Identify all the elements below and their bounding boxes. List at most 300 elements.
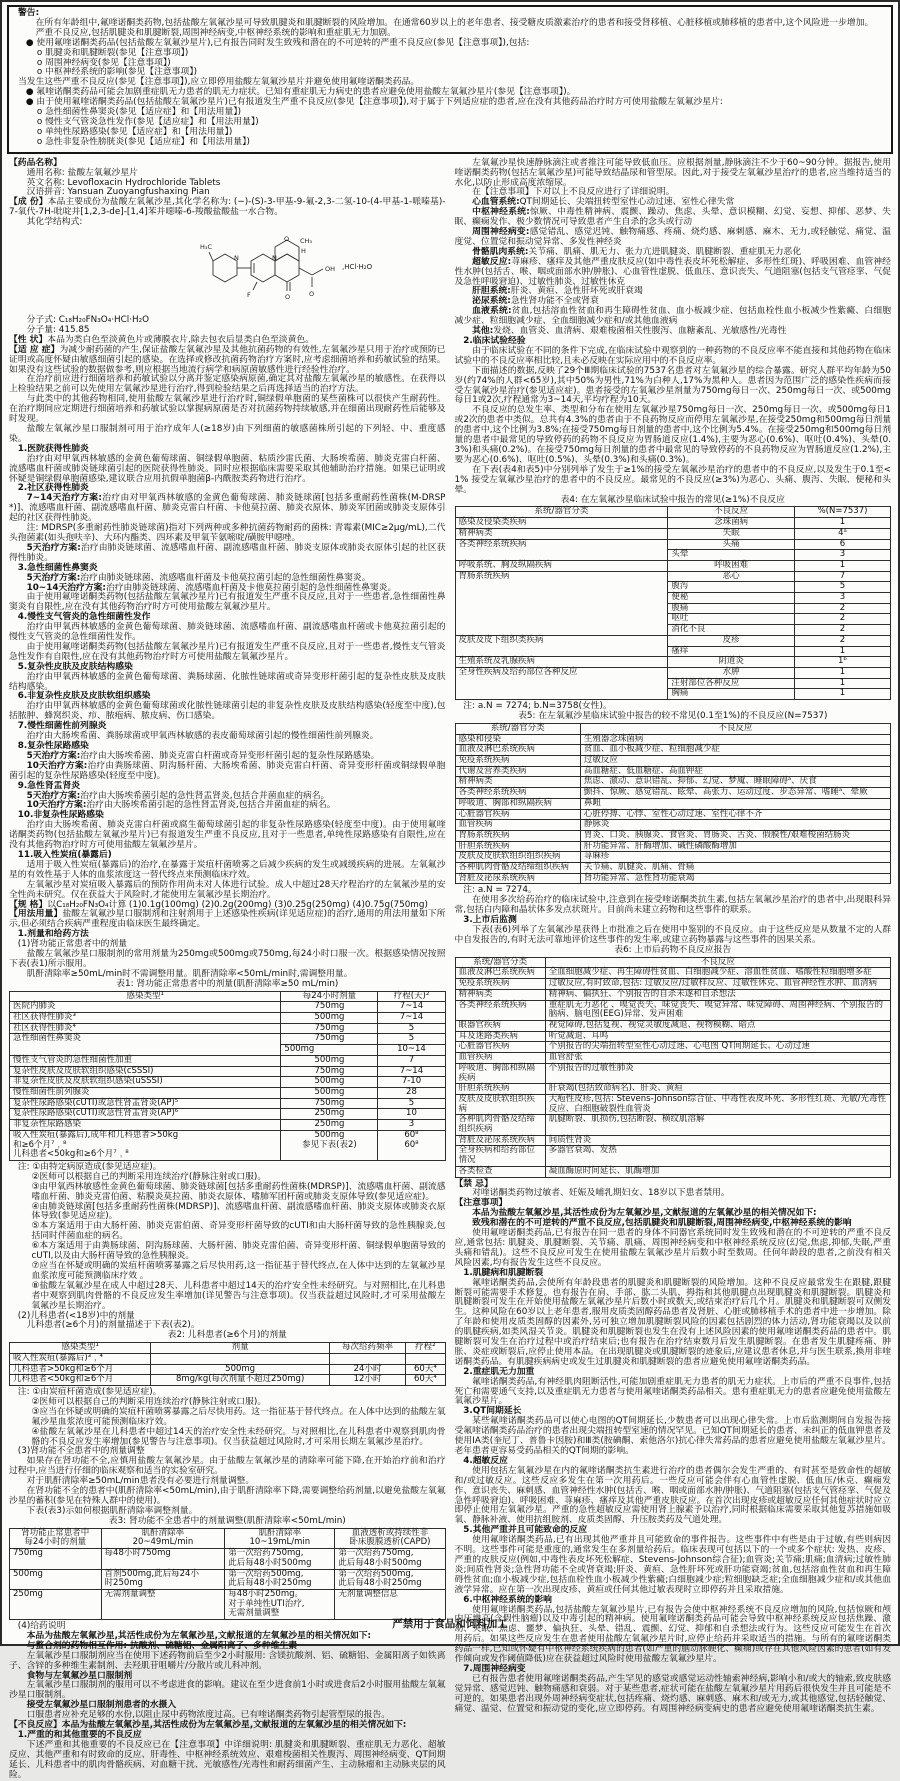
table-cell: 关节痛、肌腱炎、肌痛、骨痛 bbox=[580, 863, 890, 874]
table-cell: 焦虑、激动、意识错乱、抑郁、幻觉、梦魇、睡眠障碍ᵃ、厌食 bbox=[580, 777, 890, 788]
paragraph: 使用氟喹诺酮类药品,包括盐酸左氧氟沙星片,已有报告会使中枢神经系统不良反应增加的风险,包括惊厥和颅内压增高(含假性脑瘤)以及中毒引起的精神病。使用氟喹诺酮类药品可能会导致中枢神经系统反应包括焦躁、激动、失眠、焦虑、噩梦、偏执狂、头晕、错乱、震颤、幻觉、抑郁和自杀想法或行为。这些反应可能发生在首次用药后。如果这些反应发生在患者使用盐酸左氧氟沙星片时,应停止给药并采取适当的措施。与所有的氟喹诺酮类药品一样,已知或怀疑有中枢神经系统疾病的患者(如严重的脑动脉硬化、癫痫)或存在其他风险因素的患者(如有发作倾向或发作阈值降低)应在获益超过风险时使用盐酸左氧氟沙星片。 bbox=[454, 1604, 891, 1665]
paragraph: 【适 应 症】为减少耐药菌的产生,保证盐酸左氧氟沙星及其他抗菌药物的有效性,左氧氟沙星只用于治疗或预防已证明或高度怀疑由敏感细菌引起的感染。在选择或修改抗菌药物治疗方案时,应考虑细菌培养和药敏试验的结果。如果没有这些试验的数据做参考,则应根据当地流行病学和病原菌敏感性进行经验性治疗。 bbox=[9, 344, 446, 375]
paragraph: 周围神经病变:感觉错乱、感觉迟钝、触物痛感、疼痛、烧灼感、麻刺感、麻木、无力,或轻触觉、痛觉、温度觉、位置觉和振动觉异常、多发性神经炎 bbox=[454, 227, 891, 247]
table-row bbox=[455, 1053, 891, 1064]
table-header-row bbox=[455, 507, 891, 518]
paragraph: 6.非复杂性皮肤及皮肤软组织感染 bbox=[17, 691, 151, 702]
table-header-cell: 肾功能正常患者中 每24小时的剂量 bbox=[10, 1528, 102, 1548]
table-cell: 头痛 bbox=[668, 539, 795, 550]
paragraph: 与螯合剂的药物相互作用: 抗酸剂、硫糖铝、金属阳离子、多种维生素 bbox=[26, 1640, 298, 1651]
table-cell: 全身疾病和给药部位情况 bbox=[455, 1146, 545, 1166]
table-caption: 表2: 儿科患者(≥6个月)的剂量 bbox=[167, 1330, 287, 1341]
paragraph: 1.肌腱病和肌腱断裂 bbox=[463, 1267, 544, 1278]
paragraph: 分子量: 415.85 bbox=[26, 324, 90, 335]
table-row bbox=[455, 863, 891, 874]
paragraph: 氟喹诺酮类药品,有神经肌肉阻断活性,可能加剧重症肌无力患者的肌无力症状。上市后的严重不良事件,包括死亡和需要通气支持,以及重症肌无力患者与使用氟喹诺酮类药品相关。患有重症肌无力的患者应避免使用盐酸左氧氟沙星片。 bbox=[454, 1376, 891, 1407]
table-cell: 社区获得性肺炎⁴ bbox=[10, 1023, 281, 1034]
paragraph: ②医师可以根据自己的判断采用连续治疗(静脉注射或口服)。 bbox=[31, 1396, 267, 1407]
paragraph: 8.复杂性尿路感染 bbox=[17, 741, 89, 751]
paragraph: 下面描述的数据,反映了29个Ⅲ期临床试验的7537名患者对左氧氟沙星的综合暴露。研究人群平均年龄为50岁(约74%的人群<65岁),其中50%为男性,71%为白种人,17%为黑种人。患者因为范围广泛的感染性疾病而接受左氧氟沙星治疗(参见适应症)。患者接受的左氧氟沙星剂量为750mg每日一次、250mg每日一次、或500mg每日1或2次,疗程通常为3~14天,平均疗程为10天。 bbox=[454, 365, 891, 406]
table-cell: 精神病类 bbox=[455, 777, 580, 788]
table-row bbox=[455, 667, 891, 678]
table-cell: 复杂性皮肤及皮肤软组织感染(cSSSI) bbox=[10, 1066, 281, 1077]
atom-label: H bbox=[301, 247, 306, 256]
table-cell: 复杂性尿路感染(cUTI)或急性肾盂肾炎(AP)⁵ bbox=[10, 1098, 281, 1109]
paragraph: 中枢神经系统:惊厥、中毒性精神病、震颤、躁动、焦虑、头晕、意识模糊、幻觉、妄想、抑郁、恶梦、失眠、癫痫发作、极少数情况可导致患者产生自杀的念头或行动 bbox=[454, 207, 891, 228]
paragraph: 其他:发烧、血管炎、血清病、艰难梭菌相关性腹泻、血糖紊乱、光敏感性/光毒性 bbox=[472, 326, 787, 337]
paragraph: 左氧氟沙星口服制剂应当在使用下述药物前后至少2小时服用: 含镁抗酸剂、铝、硫糖铝、金属阳离子如铁离子、含锌的多种维生素制剂、去羟肌苷咀嚼片/分散片或儿科冲剂。 bbox=[9, 1650, 446, 1671]
paragraph: ②医师可以根据自己的判断采用连续治疗(静脉注射或口服)。 bbox=[31, 1171, 267, 1182]
atom-label: O bbox=[285, 293, 291, 302]
table-row bbox=[455, 777, 891, 788]
table-cell: 注射部位各种反应 bbox=[668, 678, 795, 689]
paragraph: 由于使用氟喹诺酮类药物(包括盐酸左氧氟沙星片)已有报道发生严重不良反应,且对于一些患者,慢性支气管炎急性发作有自限性,应在没有其他药物治疗时方可使用盐酸左氧氟沙星片。 bbox=[9, 641, 446, 662]
table-cell: 呼吸道、胸部和纵隔疾病 bbox=[455, 1063, 545, 1083]
table-cell: 各种肌肉骨骼及结缔组织疾病 bbox=[455, 1115, 545, 1135]
paragraph: 严重不良反应,包括肌腱炎和肌腱断裂,周围神经病变,中枢神经系统的影响和重症肌无力加剧。 bbox=[35, 27, 396, 38]
paragraph: 不良反应的总发生率、类型和分布在使用左氧氟沙星750mg每日一次、250mg每日一次、或500mg每日1或2次的患者中类似。总共有4.3%的患者由于不良药物反应而停用左氧氟沙星,在接受250mg和500mg每日剂量的患者中,这个比例为3.8%;在接受750mg每日剂量的患者中,这个比例为5.4%。在接受250mg和500mg每日剂量的患者中最常见的导致停药的药物不良反应为胃肠道反应(1.4%),主要为恶心(0.6%)、呕吐(0.4%)、头晕(0.3%)和头痛(0.2%)。在接受750mg每日剂量的患者中最常见的导致停药的不良药物反应为胃肠道反应(1.2%),主要为恶心(0.6%)、呕吐(0.5%)、头晕(0.3%)和头痛(0.3%)。 bbox=[454, 405, 891, 465]
paragraph: 7.周围神经病变 bbox=[463, 1663, 526, 1674]
table-row bbox=[10, 1569, 446, 1589]
paragraph: 【用法用量】盐酸左氧氟沙星口服制剂和注射剂用于上述感染性疾病(详见适应症)的治疗,通用的用法用量如下所示,但必须结合疾病严重程度由临床医生最终确定。 bbox=[9, 909, 446, 930]
table-header-cell: 不良反应 bbox=[545, 957, 890, 968]
paragraph: 下表(表6)列举了左氧氟沙星获得上市批准之后在使用中鉴别的不良反应。由于这些反应是从数量不定的人群中自发报告的,有时无法可靠地评价这些事件的发生率,或建立药物暴露与这些事件的因果关系。 bbox=[454, 925, 891, 945]
table-cell: 吸入性炭疽(暴露后),成年和儿科患者>50kg 和≥6个月⁷﹐⁸ 儿科患者<50kg和≥6个月⁷﹐⁸ bbox=[10, 1130, 281, 1160]
table-header-row bbox=[10, 1528, 446, 1548]
boxed-warning bbox=[7, 5, 893, 154]
table-cell: 荨麻疹 bbox=[580, 852, 890, 863]
table-cell: 各类检查 bbox=[455, 1166, 545, 1177]
paragraph: 下述严重和其他重要的不良反应已在【注意事项】中详细说明: 肌腱炎和肌腱断裂、重症肌无力恶化、超敏反应、其他严重和有时致命的反应、肝毒性、中枢神经系统效应、艰难梭菌相关性腹泻、周围神经病变、QT间期延长、儿科患者中的肌肉骨骼疾病、对血糖干扰、光敏感性/光毒性和耐药细菌产生、主动脉瘤和主动脉夹层的风险。 bbox=[9, 1739, 446, 1780]
table-cell bbox=[329, 1353, 405, 1364]
paragraph: 10~14天治疗方案:治疗由肺炎链球菌、流感嗜血杆菌及卡他莫拉菌引起的急性细菌性鼻窦炎。 bbox=[26, 582, 397, 593]
paragraph: 口服患者应补充足够的水份,以阻止尿中药物浓度过高。已有喹诺酮类药物引起管型尿的报告。 bbox=[26, 1710, 391, 1721]
table-row bbox=[10, 1120, 446, 1131]
table-cell: 1 bbox=[795, 518, 891, 529]
table-cell: 慢性支气管炎的急性细菌性加重 bbox=[10, 1055, 281, 1066]
left-column bbox=[9, 159, 446, 1781]
table-cell: 皮肤及皮肤软组织疾病 bbox=[455, 1094, 545, 1114]
table-cell: 阴道炎 bbox=[668, 657, 795, 668]
table-row bbox=[10, 1055, 446, 1066]
table-cell: 10~14 bbox=[378, 1045, 445, 1056]
table-cell: 肾脏及泌尿系统疾病 bbox=[455, 873, 580, 884]
table-row bbox=[10, 1034, 446, 1045]
paragraph: ④盐酸左氧氟沙星在儿科患者中超过14天的治疗安全性未经研究。与对照相比,在儿科患者中观察到肌肉骨骼的不良反应发生率增加(参见警告与注意事项)。仅当获益超过风险时,才可采用长期左氧氟沙星治疗。 bbox=[31, 1426, 446, 1447]
table-cell: 儿科患者<50kg和≥6个月 bbox=[10, 1375, 151, 1386]
table-row bbox=[455, 788, 891, 799]
table-cell: 750mg bbox=[10, 1549, 102, 1569]
table-cell: 500mg 参见下表(表2) bbox=[281, 1130, 378, 1160]
table-cell: 1ᵇ bbox=[795, 657, 891, 668]
paragraph: 使用包括左氧氟沙星在内的氟喹诺酮类抗生素进行治疗的患者偶尔会发生严重的、有时甚至是致命性的超敏和/或过敏反应。这些反应多发生在第一次用药后。一些反应可能会伴有心血管性虚脱、低血压/休克、癫痫发作、意识丧失、麻刺感、血管神经性水肿(包括舌、喉、咽或面部水肿/肿胀)、气道阻塞(包括支气管痉挛、气促及急性呼吸窘迫)、呼吸困难、荨麻疹、瘙痒及其他严重皮肤反应。在首次出现皮疹或超敏反应任何其他症状时应立即停止使用左氧氟沙星。严重的急性超敏反应需使用肾上腺素予以治疗,同时根据临床需要采取其他复苏措施如吸氧、静脉补液、使用抗组胺剂、皮质类固醇、升压胺类药及气道处理。 bbox=[454, 1465, 891, 1526]
table-cell: 贫血、血小板减少症、粒细胞减少症 bbox=[580, 745, 890, 756]
table-row bbox=[455, 745, 891, 756]
paragraph: 下表(表3)示如何根据肌酐清除率调整剂量。 bbox=[26, 1505, 198, 1516]
table-cell: 念珠菌病 bbox=[668, 518, 795, 529]
table-cell: 750mg bbox=[281, 1023, 378, 1034]
table-cell: 500mg bbox=[281, 1087, 378, 1098]
table-header-cell: 每24小时剂量 bbox=[281, 991, 378, 1002]
table-cell: 凝血酶原时间延长、肌酶增加 bbox=[545, 1166, 890, 1177]
table-cell: 大疱性皮疹,包括: Stevens-Johnson综合征、中毒性表皮坏死、多形性红斑、光敏/光毒性反应、白细胞破裂性血管炎 bbox=[545, 1094, 890, 1114]
table-cell: 250mg bbox=[281, 1120, 378, 1131]
paragraph: 某些氟喹诺酮类药品可以使心电图的QT间期延长,少数患者可以出现心律失常。上市后监测期间自发报告接受氟喹诺酮类药品治疗的患者出现尖端扭转型室速的情况罕见。已知QT间期延长的患者、未纠正的低血钾患者及使用IA类(奎尼丁、普鲁卡因胺)和Ⅲ类(胺碘酮、索他洛尔)抗心律失常药品的患者应避免使用盐酸左氧氟沙星片。老年患者更容易受药品相关的QT间期的影响。 bbox=[454, 1416, 891, 1456]
paragraph: 超敏反应:荨麻疹、瘙痒及其他严重皮肤反应(如中毒性表皮坏死松解症、多形性红斑)、呼吸困难、血管神经性水肿(包括舌、喉、咽或面部水肿/肿胀)、心血管性虚脱、低血压、意识丧失、气道阻塞(包括支气管痉挛、气促及急性呼吸窘迫)、过敏性肺炎、过敏性休克 bbox=[454, 256, 891, 287]
atom-label: H₃C bbox=[200, 243, 213, 252]
table-cell: 肝衰竭(包括致命病名)、肝炎、黄疸 bbox=[545, 1084, 890, 1095]
table-cell: 60天⁴ bbox=[406, 1375, 445, 1386]
table-header-cell: 疗程(天)² bbox=[378, 991, 445, 1002]
atom-label: O bbox=[309, 290, 315, 299]
table-header-cell: %(N=7537) bbox=[795, 507, 891, 518]
paragraph: 在治疗前应进行细菌培养和药敏试验以分离并鉴定感染病原菌,确定其对盐酸左氧氟沙星的敏感性。在获得以上检验结果之前可以先使用左氧氟沙星进行治疗,得到检验结果之后再选择适当的治疗方法。 bbox=[9, 374, 446, 395]
table-cell: 500mg bbox=[281, 1045, 378, 1056]
table-cell: 1 bbox=[795, 667, 891, 678]
table-cell: 无剂量调整信息 bbox=[335, 1589, 445, 1619]
paragraph: 【药品名称】 bbox=[9, 157, 62, 168]
paragraph: 心血管系统:QT间期延长、尖端扭转型室性心动过速、室性心律失常 bbox=[472, 197, 735, 208]
data-table bbox=[455, 957, 892, 1178]
table-cell: 皮肤及皮下组织类疾病 bbox=[455, 635, 668, 656]
table-cell: 多器官衰竭、发热 bbox=[545, 1146, 890, 1166]
table-cell: 肌腱断裂、肌损伤,包括断裂、横纹肌溶解 bbox=[545, 1115, 890, 1135]
paragraph: o 中枢神经系统的影响(参见【注意事项】) bbox=[36, 67, 198, 78]
table-cell: 各类神经系统疾病 bbox=[455, 539, 668, 560]
table-cell: 个别报告的尖端扭转型室性心动过速、心电图 QT间期延长、心动过速 bbox=[545, 1042, 890, 1053]
table-cell: 第一次给药750mg, 此后每48小时500mg bbox=[335, 1549, 445, 1569]
table-caption: 表3: 肾功能不全患者中的剂量调整(肌酐清除率<50mL/min) bbox=[108, 1515, 346, 1526]
paragraph: 5天治疗方案:治疗由肺炎链球菌、流感嗜血杆菌、副流感嗜血杆菌、肺炎支原体或肺炎衣原体引起的社区获得性肺炎。 bbox=[9, 542, 446, 563]
table-caption: 表4: 在左氧氟沙星临床试验中报告的常见(≥1%)不良反应 bbox=[560, 494, 785, 505]
table-cell: 非复杂性尿路感染 bbox=[10, 1120, 281, 1131]
table-header-cell: 系统/器官分类 bbox=[455, 723, 580, 734]
paragraph: 骨骼肌肉系统:关节痛、肌痛、肌无力、张力亢进肌腱炎、肌腱断裂、重症肌无力恶化 bbox=[472, 246, 802, 257]
paragraph: 儿科患者(≥6个月)的剂量描述于下表(表2)。 bbox=[26, 1320, 200, 1331]
paragraph: 治疗由甲氧西林敏感的金黄色葡萄球菌、粪肠球菌、化脓性链球菌或奇异变形杆菌引起的复杂性皮肤及皮肤结构感染。 bbox=[9, 671, 446, 692]
table-cell: 眼器官疾病 bbox=[455, 1020, 545, 1031]
paragraph: ⑤本方案适用于由大肠杆菌、肺炎克雷伯菌、奇异变形杆菌导致的cUTI和由大肠杆菌导致的急性胰腺炎,包括同时伴菌血症的病名。 bbox=[31, 1221, 446, 1242]
table-row bbox=[455, 1020, 891, 1031]
table-cell: 2 bbox=[795, 603, 891, 614]
paragraph: 【规 格】以C₁₈H₂₀FN₃O₄计算 (1)0.1g(100mg) (2)0.2g(200mg) (3)0.25g(250mg) (4)0.75g(750mg) bbox=[9, 899, 428, 910]
paragraph: 使用氟喹诺酮类药品,已有出现其他严重并且可能致命的事件报告。这些事件中有些是由于过敏,有些则病因不明。这些事件可能是重度的,通常发生在多剂量给药后。临床表现可包括以下的一个或多个症状: 发热、皮疹、严重的皮肤反应(例如,中毒性表皮坏死松解症、Stevens-Johnson综合征);血管炎;关节痛;肌痛;血清病;过敏性肺炎;间质性肾炎;急性肾功能不全或肾衰竭;肝炎、黄疸、急性肝坏死或肝功能衰竭;贫血,包括溶血性贫血和再生障碍性贫血;血小板减少症,包括血栓性血小板减少性紫癜;白细胞减少症;粒细胞缺乏症;全血细胞减少症和/或其他血液学异常。应在第一次出现皮疹、黄疸或任何其他过敏表现时立即停药并且采取措施。 bbox=[454, 1535, 891, 1595]
table-cell: 3 bbox=[795, 550, 891, 561]
table-row bbox=[10, 1353, 446, 1364]
table-cell: 代谢及营养类疾病 bbox=[455, 766, 580, 777]
table-cell: 血管疾病 bbox=[455, 1053, 545, 1064]
paragraph: (4)给药说明 bbox=[17, 1621, 66, 1632]
paragraph: ③应当在怀疑或明确的炭疽杆菌喷雾暴露之后尽快用药。这一指征基于替代终点。在人体中达到的盐酸左氧氟沙星血浆浓度可能预测临床疗效。 bbox=[31, 1406, 446, 1427]
paragraph: 对于肌酐清除率≥50mL/min患者没有必要进行剂量调整。 bbox=[26, 1476, 255, 1487]
table-header-cell: 感染类型¹ bbox=[10, 991, 281, 1002]
table-row bbox=[455, 852, 891, 863]
table-cell: 生殖器念珠菌病 bbox=[580, 734, 890, 745]
table-header-cell: 剂量 bbox=[151, 1343, 329, 1354]
table-cell: 2 bbox=[795, 614, 891, 625]
table-cell: 750mg bbox=[281, 1002, 378, 1013]
paragraph: 【不良反应】本品为盐酸左氧氟沙星,其活性成份为左氧氟沙星,文献报道的左氧氟沙星的相关情况如下: bbox=[9, 1720, 407, 1731]
table-row bbox=[455, 798, 891, 809]
paragraph: 盐酸左氧氟沙星口服制剂可用于治疗成年人(≥18岁)由下列细菌的敏感菌株所引起的下列轻、中、重度感染。 bbox=[9, 424, 446, 444]
table-cell: 肝胆系统疾病 bbox=[455, 841, 580, 852]
table-cell: 腹泻 bbox=[668, 582, 795, 593]
data-table bbox=[455, 506, 892, 700]
table-cell: 精神病类 bbox=[455, 989, 545, 1000]
table-cell: 感染及侵染类疾病 bbox=[455, 518, 668, 529]
paragraph: ⑥本方案适用于由粪肠球菌、阴沟肠球菌、大肠杆菌、肺炎克雷伯菌、奇异变形杆菌、铜绿假单胞菌导致的cUTI,以及由大肠杆菌导致的急性胰腺炎。 bbox=[31, 1241, 446, 1262]
paragraph: (2)儿科患者(<18岁)中的剂量 bbox=[17, 1310, 135, 1321]
table-row bbox=[455, 989, 891, 1000]
paragraph: 9.急性肾盂肾炎 bbox=[17, 780, 81, 791]
table-row bbox=[455, 830, 891, 841]
table-header-row bbox=[10, 991, 446, 1002]
table-row bbox=[455, 979, 891, 990]
table-cell: 胃肠系统疾病 bbox=[455, 571, 668, 635]
paragraph: 由于使用氟喹诺酮类药物(包括盐酸左氧氟沙星片)已有报道发生严重不良反应,且对于一些患者,急性细菌性鼻窦炎有自限性,应在没有其他药物治疗时方可使用盐酸左氧氟沙星片。 bbox=[9, 592, 446, 613]
table-cell: 7 bbox=[795, 571, 891, 582]
atom-label: CH₃ bbox=[300, 237, 313, 246]
paragraph: 英文名称: Levofloxacin Hydrochloride Tablets bbox=[26, 177, 221, 188]
table-header-cell: 系统/器官分类 bbox=[455, 957, 545, 968]
paragraph: 治疗由甲氧西林敏感的金黄色葡萄球菌或化脓性链球菌引起的非复杂性皮肤及皮肤结构感染(轻度至中度),包括脓肿、蜂窝织炎、疖、脓疱病、脓皮病、伤口感染。 bbox=[9, 701, 446, 722]
atom-label: OH bbox=[325, 265, 336, 274]
paragraph: 肌酐清除率≥50mL/min时不需调整用量。肌酐清除率<50mL/min时,需调整用量。 bbox=[26, 968, 353, 979]
paragraph: 5.复杂性皮肤及皮肤结构感染 bbox=[17, 661, 133, 672]
atom-label: F bbox=[247, 291, 251, 300]
table-row bbox=[455, 873, 891, 884]
table-cell: 8mg/kg(每次剂量不超过250mg) bbox=[151, 1375, 329, 1386]
table-cell: 呕吐 bbox=[668, 614, 795, 625]
paragraph: 10.非复杂性尿路感染 bbox=[17, 810, 104, 821]
table-cell: 7~14 bbox=[378, 1002, 445, 1013]
paragraph: o 慢性支气管炎急性发作(参见【适应症】和【用法用量】) bbox=[36, 116, 259, 127]
table-row bbox=[455, 1063, 891, 1083]
table-cell: 急性细菌性鼻窦炎 bbox=[10, 1034, 281, 1055]
table-cell: 精神病类 bbox=[455, 528, 668, 539]
atom-label: O bbox=[284, 235, 290, 244]
table-cell: 7 bbox=[378, 1055, 445, 1066]
table-cell: 胃炎、口炎、胰腺炎、食管炎、胃肠炎、舌炎、假膜性/艰难梭菌结肠炎 bbox=[580, 830, 890, 841]
table-row bbox=[455, 1146, 891, 1166]
table-cell: 慢性细菌性前列腺炎 bbox=[10, 1087, 281, 1098]
table-caption: 表6: 上市后药物不良反应报告 bbox=[614, 944, 732, 955]
paragraph: 注: a.N = 7274; b.N=3758(女性)。 bbox=[463, 701, 612, 712]
table-header-cell: 不良反应 bbox=[580, 723, 890, 734]
table-row bbox=[455, 1115, 891, 1135]
table-cell: 视觉障碍,包括复视、视觉灵敏度减退、视物模糊、暗点 bbox=[545, 1020, 890, 1031]
table-cell: 精神病、偏执狂、个别报告的自杀未遂和自杀想法 bbox=[545, 989, 890, 1000]
table-cell: 儿科患者>50kg和≥6个月 bbox=[10, 1364, 151, 1375]
paragraph: 1.剂量和给药方法 bbox=[17, 929, 89, 940]
paragraph: 2.社区获得性肺炎 bbox=[17, 483, 89, 494]
table-cell: 呼吸困难 bbox=[668, 560, 795, 571]
table-cell: 间质性肾炎 bbox=[545, 1135, 890, 1146]
paragraph: 4.慢性支气管炎的急性细菌性发作 bbox=[17, 612, 151, 623]
table-row bbox=[455, 1042, 891, 1053]
table-cell: 头晕 bbox=[668, 550, 795, 561]
table-cell: 2 bbox=[795, 625, 891, 636]
table-cell: 500mg bbox=[281, 1055, 378, 1066]
paragraph: 注: ①由特定病原造成(参见适应症)。 bbox=[17, 1161, 162, 1172]
table-cell: 500mg bbox=[10, 1569, 102, 1589]
table-cell: 500mg bbox=[281, 1077, 378, 1088]
table-cell: 胸痛 bbox=[668, 689, 795, 700]
paragraph: 使用氟喹诺酮类药品,已有报告在同一患者的身体不同器官系统同时发生致残和潜在的不可逆转的严重不良反应,通常包括: 肌腱炎、肌腱断裂、关节痛、肌痛、周围神经病变和中枢神经系统反应(幻觉,焦虑,抑郁,失眠,严重头痛和错乱)。这些不良反应可发生在使用盐酸左氧氟沙星片后数小时至数周。任何年龄段的患者,之前没有相关风险因素,均有报告发生这些不良反应。 bbox=[454, 1228, 891, 1268]
paragraph: 1.严重的和其他重要的不良反应 bbox=[17, 1730, 142, 1741]
leaflet-body bbox=[2, 156, 898, 1781]
data-table bbox=[455, 723, 892, 885]
table-cell: 恶心 bbox=[668, 571, 795, 582]
paragraph: 本品为盐酸左氧氟沙星,其活性成份为左氧氟沙星,文献报道的左氧氟沙星的相关情况如下: bbox=[26, 1630, 372, 1641]
table-cell: 鼻衄 bbox=[580, 798, 890, 809]
table-cell bbox=[151, 1353, 329, 1364]
table-cell: 吸入性炭疽(暴露后)³﹐⁴ bbox=[10, 1353, 151, 1364]
table-row bbox=[455, 809, 891, 820]
paragraph: 2.重症肌无力加重 bbox=[463, 1366, 535, 1377]
table-header-cell: 血液透析或持续性非 卧床腹膜透析(CAPD) bbox=[335, 1528, 445, 1548]
paragraph: o 急性细菌性鼻窦炎(参见【适应症】和【用法用量】) bbox=[36, 107, 242, 118]
table-cell: 个别报告的过敏性肺炎 bbox=[545, 1063, 890, 1083]
paragraph: 接受左氧氟沙星口服制剂患者的水摄入 bbox=[26, 1700, 177, 1711]
paragraph: 治疗由大肠埃希菌、粪肠球菌或甲氧西林敏感的表皮葡萄球菌引起的慢性细菌性前列腺炎。 bbox=[26, 731, 379, 742]
paragraph: o 周围神经病变(参见【注意事项】) bbox=[36, 57, 171, 68]
table-cell: 肾脏及泌尿系统疾病 bbox=[455, 1135, 545, 1146]
paragraph: 1.医院获得性肺炎 bbox=[17, 443, 89, 454]
paragraph: 5天治疗方案:治疗由肺炎链球菌、流感嗜血杆菌及卡他莫拉菌引起的急性细菌性鼻窦炎。 bbox=[26, 572, 371, 583]
paragraph: 氟喹诺酮类药品,会使所有年龄段患者的肌腱炎和肌腱断裂的风险增加。这种不良反应最常发生在跟腱,跟腱断裂可能需要手术修复。也有报告在肩、手部、肱二头肌、拇指和其他肌腱点出现肌腱炎和肌腱断裂。肌腱炎和肌腱断裂可发生在开始使用盐酸左氧氟沙星片后数小时或数天,或结束治疗后几个月。肌腱炎和肌腱断裂可双侧发生。这种风险在60岁以上老年患者,服用皮质类固醇药品患者及肾脏、心脏或肺移植手术的患者中进一步增加。除了年龄和使用皮质类固醇的因素外,另可独立增加肌腱断裂风险的因素包括剧烈的体力活动,肾功能衰竭以及以前的肌腱疾病,如类风湿关节炎。肌腱炎和肌腱断裂也发生在没有上述风险因素的使用氟喹诺酮类药品的患者中。肌腱断裂可发生在治疗过程中或治疗结束后;也有报告在治疗结束数月后发生肌腱断裂。在患者发生肌腱疼痛、肿胀、炎症或断裂后,应停止使用本品。在出现肌腱炎或肌腱断裂的迹象后,应建议患者休息,并与医生联系,换用非喹诺酮类药品。有肌腱疾病病史或发生过肌腱炎和肌腱断裂的患者应避免使用氟喹诺酮类药品。 bbox=[454, 1277, 891, 1367]
table-cell: 5 bbox=[378, 1034, 445, 1045]
paragraph: 5天治疗方案:治疗由大肠埃希菌引起的急性肾盂肾炎,包括合并菌血症的病名。 bbox=[26, 790, 330, 801]
table-cell: 医院内肺炎 bbox=[10, 1002, 281, 1013]
paragraph: 由于临床试验在不同的条件下完成,在临床试验中观察到的一种药物的不良反应率不能直接和其他药物在临床试验中的不良反应率相比较,且未必反映在实际应用中的不良反应率。 bbox=[454, 345, 891, 366]
paragraph: ● 氟喹诺酮类药品可能会加剧重症肌无力患者的肌无力症状。已知有重症肌无力病史的患者应避免使用盐酸左氧氟沙星片(参见【注意事项】)。 bbox=[25, 87, 576, 98]
table-cell: 免疫系统疾病 bbox=[455, 979, 545, 990]
footer-warning: 严禁用于食品和饲料加工 bbox=[392, 1618, 508, 1630]
table-cell: 瘙痒 bbox=[668, 646, 795, 657]
table-cell: 1 bbox=[795, 678, 891, 689]
table-cell: 5 bbox=[378, 1023, 445, 1034]
table-row bbox=[455, 1166, 891, 1177]
table-cell: 胃肠系统疾病 bbox=[455, 830, 580, 841]
table-cell: 静脉炎 bbox=[580, 820, 890, 831]
table-row bbox=[455, 1000, 891, 1020]
table-cell: 10 bbox=[378, 1109, 445, 1120]
table-cell: 非复杂性皮肤及皮肤软组织感染(uSSSI) bbox=[10, 1077, 281, 1088]
paragraph: ⑦应当在怀疑或明确的炭疽杆菌喷雾暴露之后尽快用药,这一指征基于替代终点,在人体中达到的左氧氟沙星血浆浓度可能预测临床疗效 。 bbox=[31, 1260, 446, 1281]
paragraph: 5天治疗方案:治疗由大肠埃希菌、肺炎克雷白杆菌或奇异变形杆菌引起的复杂性尿路感染。 bbox=[26, 750, 380, 761]
table-cell: 复杂性尿路感染(cUTI)或急性肾盂肾炎(AP)⁶ bbox=[10, 1109, 281, 1120]
table-cell: 心脏器官疾病 bbox=[455, 1042, 545, 1053]
table-cell: 首剂500mg,此后每24小 时250mg bbox=[101, 1569, 225, 1589]
table-cell: 消化不良 bbox=[668, 625, 795, 636]
table-cell: 1 bbox=[795, 560, 891, 571]
table-cell: 750mg bbox=[281, 1098, 378, 1109]
paragraph: 当发生这些严重不良反应(参见【注意事项】),应立即停用盐酸左氧氟沙星片并避免使用氟喹诺酮类药品。 bbox=[18, 77, 420, 88]
table-row bbox=[455, 635, 891, 646]
paragraph: 在所有年龄组中,氟喹诺酮类药物,包括盐酸左氧氟沙星可导致肌腱炎和肌腱断裂的风险增加。在通常60岁以上的老年患者、接受糖皮质激素治疗的患者和接受肾移植、心脏移植或肺移植的患者中,这个风险进一步增加。 bbox=[35, 17, 874, 28]
table-cell: 皮疹 bbox=[668, 635, 795, 646]
paragraph: 6.中枢神经系统的影响 bbox=[463, 1594, 552, 1605]
table-cell: 500mg bbox=[281, 1013, 378, 1024]
table-row bbox=[10, 1002, 446, 1013]
table-row bbox=[455, 657, 891, 668]
table-cell: 肾功能异常、急性肾功能衰竭 bbox=[580, 873, 890, 884]
table-row bbox=[455, 528, 891, 539]
table-cell: 3 bbox=[378, 1120, 445, 1131]
table-cell: 便秘 bbox=[668, 593, 795, 604]
table-cell: 听觉减退、耳鸣 bbox=[545, 1031, 890, 1042]
paragraph: 左氧氟沙星口服制剂的服用可以不考虑进食的影响。建议在至少进食前1小时或进食后2小时服用盐酸左氧氟沙星口服制剂。 bbox=[9, 1680, 446, 1701]
paragraph: 通用名称: 盐酸左氧氟沙星片 bbox=[26, 167, 138, 178]
table-cell: 2 bbox=[795, 635, 891, 646]
table-caption: 表1: 肾功能正常患者中的剂量(肌酐清除率≥50 mL/min) bbox=[116, 978, 339, 989]
right-column bbox=[455, 159, 892, 1781]
table-cell: 7-10 bbox=[378, 1077, 445, 1088]
table-caption: 表5: 在左氧氟沙星临床试验中报告的较不常见(0.1至1%)的不良反应(N=7537) bbox=[518, 710, 828, 721]
table-cell: 感染和侵染 bbox=[455, 734, 580, 745]
paragraph: (1)肾功能正常患者中的剂量 bbox=[17, 939, 128, 950]
table-row bbox=[10, 1087, 446, 1098]
salt-label: ,HCl·H₂O bbox=[342, 263, 373, 272]
paragraph: o 急性非复杂性膀胱炎(参见【适应症】和【用法用量】) bbox=[36, 136, 250, 147]
paragraph: ⑧盐酸左氧氟沙星在成人中超过28天、儿科患者中超过14天的治疗安全性未经研究。与对照相比,在儿科患者中观察到肌肉骨骼的不良反应发生率增加(详见警告与注意事项)。仅当获益超过风险时,才可采用盐酸左氧氟沙星长期治疗。 bbox=[31, 1280, 446, 1311]
table-cell: 各类神经系统疾病 bbox=[455, 788, 580, 799]
paragraph: 致残和潜在的不可逆转的严重不良反应,包括肌腱炎和肌腱断裂,周围神经病变,中枢神经系统的影响 bbox=[472, 1218, 852, 1229]
paragraph: 左氧氟沙星快速静脉滴注或者推注可能导致低血压。应根据剂量,静脉滴注不少于60~90分钟。据报告,使用喹诺酮类药物(包括左氧氟沙星)可能导致结晶尿和管型尿。因此,对于接受左氧氟沙星治疗的患者,应当维持适当的水化,以防止形成高度浓缩尿。 bbox=[454, 157, 891, 188]
table-row bbox=[10, 1013, 446, 1024]
paragraph: 3.急性细菌性鼻窦炎 bbox=[17, 562, 98, 573]
paragraph: ● 由于使用氟喹诺酮类药品(包括盐酸左氧氟沙星片)已有报道发生严重不良反应(参见【注意事项】),对于属于下列适应症的患者,应在没有其他药品治疗时方可使用盐酸左氧氟沙星片: bbox=[25, 97, 723, 108]
table-row bbox=[455, 820, 891, 831]
table-cell: 心脏器官疾病 bbox=[455, 809, 580, 820]
table-cell: 250mg bbox=[10, 1589, 102, 1619]
paragraph: 10天治疗方案:治疗由粪肠球菌、阴沟肠杆菌、大肠埃希菌、肺炎克雷白杆菌、奇异变形杆菌或铜绿假单胞菌引起的复杂性尿路感染(轻度至中度)。 bbox=[9, 760, 446, 781]
paragraph: 在下表(表4和表5)中分别列举了发生于≥1%的接受左氧氟沙星治疗的患者中的不良反应,以及发生于0.1至<1% 接受左氧氟沙星治疗的患者中的不良反应。最常见的不良反应(≥3%)为恶心、头痛、腹泻、失眠、便秘和头晕。 bbox=[454, 464, 891, 495]
table-header-cell: 感染类型¹ bbox=[10, 1343, 151, 1354]
table-cell: 每48小时250mg。 对于单纯性UTI治疗, 无需剂量调整 bbox=[225, 1589, 335, 1619]
paragraph: 肝胆系统:肝炎、黄疸、急性肝坏死或肝衰竭 bbox=[472, 286, 643, 297]
table-cell: 500mg bbox=[151, 1364, 329, 1375]
paragraph: 7.慢性细菌性前列腺炎 bbox=[17, 721, 107, 732]
table-header-row bbox=[10, 1343, 446, 1354]
data-table bbox=[9, 991, 446, 1161]
table-header-cell: 肌酐清除率 20~49mL/min bbox=[101, 1528, 225, 1548]
table-cell: 全血细胞减少症、再生障碍性贫血、白细胞减少症、溶血性贫血、嗜酸性粒细胞增多症 bbox=[545, 968, 890, 979]
table-cell: 750mg bbox=[281, 1034, 378, 1045]
paragraph: 治疗由甲氧西林敏感的金黄色葡萄球菌、肺炎链球菌、流感嗜血杆菌、副流感嗜血杆菌或卡他莫拉菌引起的慢性支气管炎的急性细菌性发作。 bbox=[9, 622, 446, 643]
paragraph: 【性 状】本品为类白色至淡黄色片或薄膜衣片,除去包衣后显类白色至淡黄色。 bbox=[9, 334, 314, 345]
table-cell: 4ᵃ bbox=[795, 528, 891, 539]
paragraph: 【禁 忌】 bbox=[454, 1178, 493, 1189]
data-table bbox=[9, 1528, 446, 1620]
paragraph: 分子式: C₁₈H₂₀FN₃O₄·HCl·H₂O bbox=[26, 315, 150, 326]
table-cell: 社区获得性肺炎³ bbox=[10, 1013, 281, 1024]
atom-label: N bbox=[272, 254, 277, 263]
table-cell: 血液及淋巴系统疾病 bbox=[455, 745, 580, 756]
table-row bbox=[10, 1130, 446, 1160]
table-cell: 28 bbox=[378, 1087, 445, 1098]
table-cell: 肝功能异常、肝酶增加、碱性磷酸酶增加 bbox=[580, 841, 890, 852]
table-cell: 耳及迷路类疾病 bbox=[455, 1031, 545, 1042]
table-header-cell: 肌酐清除率 10~19mL/min bbox=[225, 1528, 335, 1548]
table-cell: 肝胆系统疾病 bbox=[455, 1084, 545, 1095]
table-cell: 血管疾病 bbox=[455, 820, 580, 831]
table-cell: 每48小时750mg bbox=[101, 1549, 225, 1569]
paragraph: ● 使用氟喹诺酮类药品(包括盐酸左氧氟沙星片),已有报告同时发生致残和潜在的不可逆转的严重不良反应(参见【注意事项】),包括: bbox=[25, 37, 530, 48]
table-cell: 皮肤及皮肤软组织组织疾病 bbox=[455, 852, 580, 863]
paragraph: 盐酸左氧氟沙星口服制剂的常用剂量为250mg或500mg或750mg,每24小时口服一次。根据感染情况按照下表(表1)所示服用。 bbox=[9, 949, 446, 969]
